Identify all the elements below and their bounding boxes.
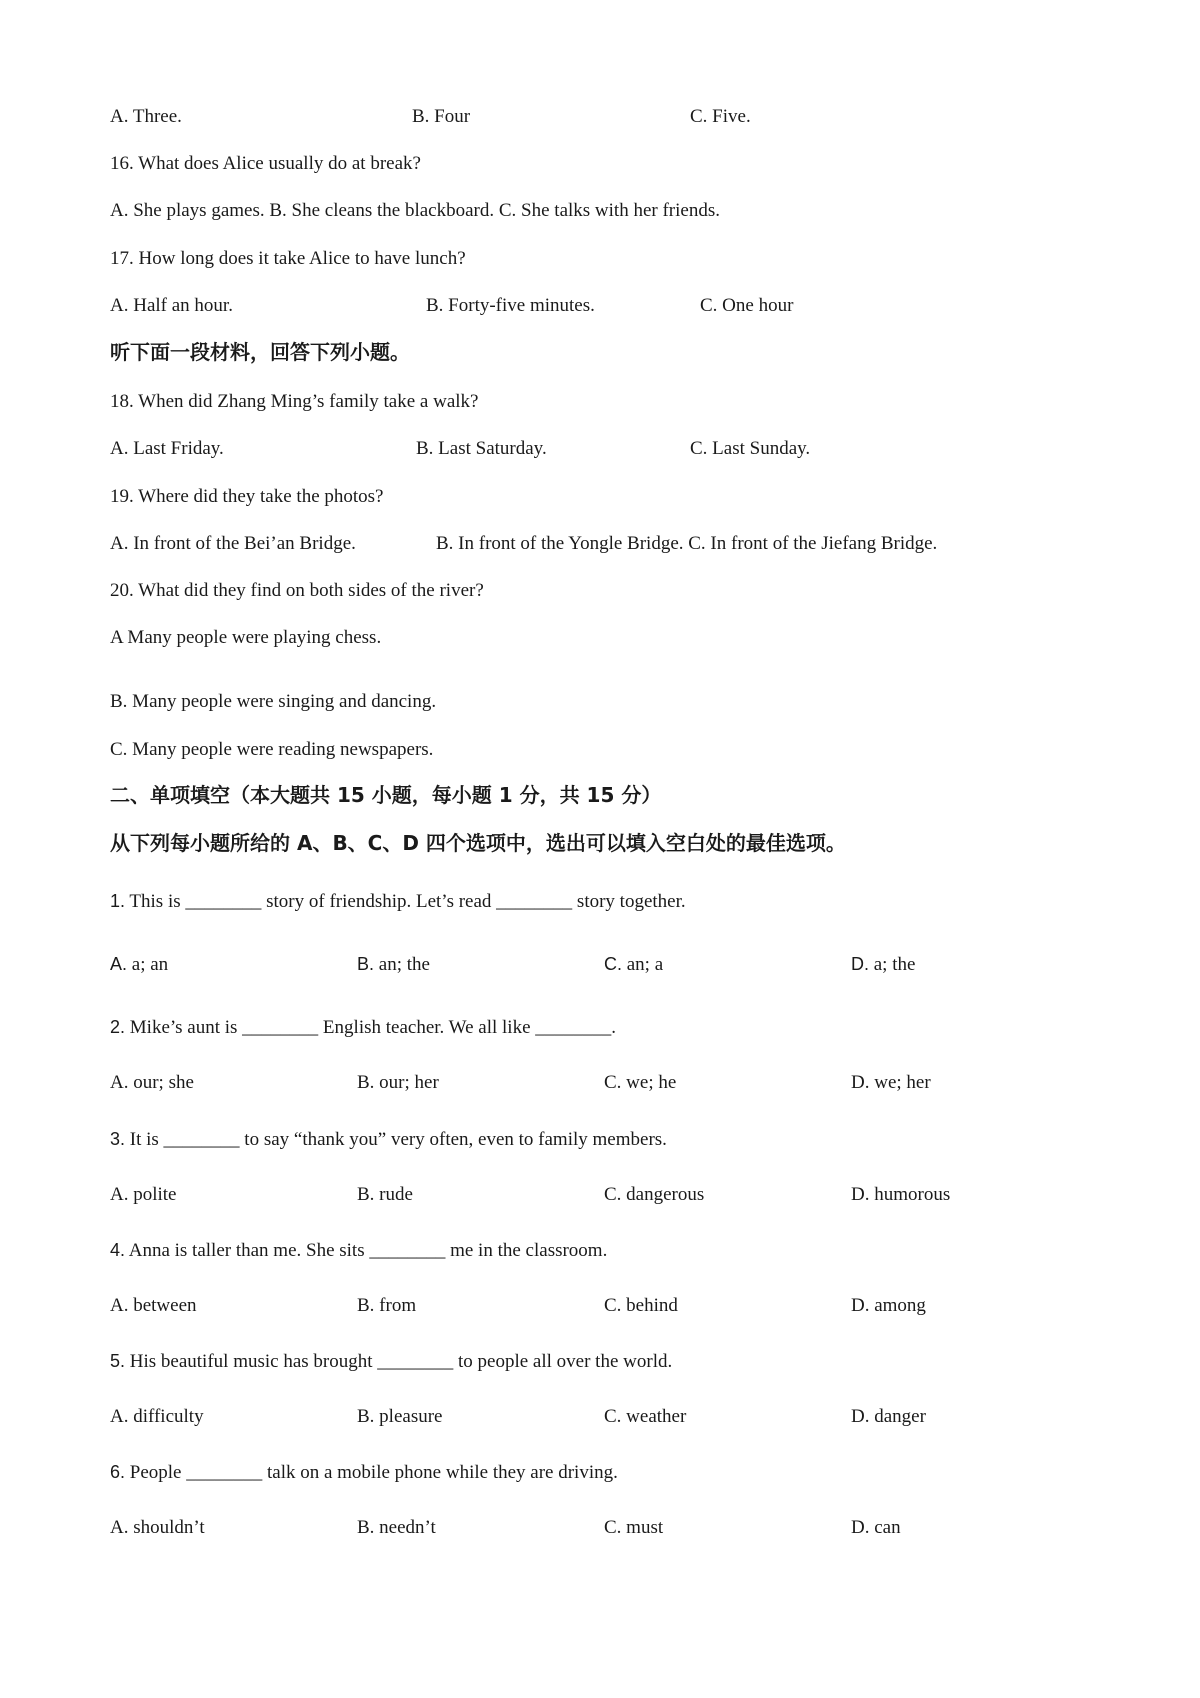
q20-option-c: C. Many people were reading newspapers.	[110, 739, 434, 760]
mcq1-option-b	[357, 951, 430, 978]
q17-option-a: A. Half an hour.	[110, 295, 233, 316]
mcq4-option-a: A. between	[110, 1295, 197, 1316]
q18-question: 18. When did Zhang Ming’s family take a walk?	[110, 391, 479, 412]
mcq4-option-d: D. among	[851, 1295, 926, 1316]
mcq4-option-b: B. from	[357, 1295, 417, 1316]
q20-question: 20. What did they find on both sides of the river?	[110, 580, 484, 601]
mcq1-option-c-text: an; a	[622, 954, 664, 975]
mcq5-number: 5.	[110, 1351, 126, 1371]
mcq6-option-b: B. needn’t	[357, 1517, 436, 1538]
q16-options: A. She plays games. B. She cleans the blackboard. C. She talks with her friends.	[110, 200, 720, 221]
mcq1-option-d	[851, 951, 915, 978]
mcq4-option-c: C. behind	[604, 1295, 678, 1316]
mcq3-option-b: B. rude	[357, 1184, 413, 1205]
mcq6-question	[110, 1459, 618, 1486]
part2-title: 二、单项填空（本大题共 15 小题，每小题 1 分，共 15 分）	[110, 783, 662, 807]
mcq5-question	[110, 1348, 672, 1375]
mcq6-option-c: C. must	[604, 1517, 664, 1538]
q20-option-b: B. Many people were singing and dancing.	[110, 691, 437, 712]
q20-option-a: A Many people were playing chess.	[110, 627, 382, 648]
q19-question: 19. Where did they take the photos?	[110, 486, 384, 507]
q15-option-c: C. Five.	[690, 106, 751, 127]
mcq1-option-a-text: a; an	[127, 954, 169, 975]
mcq5-option-d: D. danger	[851, 1406, 926, 1427]
q17-option-b: B. Forty-five minutes.	[426, 295, 595, 316]
mcq5-option-c: C. weather	[604, 1406, 687, 1427]
mcq2-option-c: C. we; he	[604, 1072, 677, 1093]
mcq2-number: 2.	[110, 1017, 126, 1037]
mcq2-option-a: A. our; she	[110, 1072, 194, 1093]
mcq3-option-d: D. humorous	[851, 1184, 951, 1205]
q15-option-b: B. Four	[412, 106, 471, 127]
q18-option-a: A. Last Friday.	[110, 438, 224, 459]
mcq4-question	[110, 1237, 607, 1264]
mcq5-text: His beautiful music has brought ________ to people all over the world.	[125, 1351, 673, 1372]
mcq1-option-d-text: a; the	[869, 954, 916, 975]
mcq3-number: 3.	[110, 1129, 126, 1149]
mcq2-option-b: B. our; her	[357, 1072, 439, 1093]
mcq1-text: This is ________ story of friendship. Let’s read ________ story together.	[125, 891, 686, 912]
mcq5-option-b: B. pleasure	[357, 1406, 443, 1427]
mcq1-option-b-text: an; the	[374, 954, 430, 975]
q19-option-a: A. In front of the Bei’an Bridge.	[110, 533, 356, 554]
mcq1-option-a	[110, 951, 168, 978]
mcq3-question	[110, 1126, 667, 1153]
mcq1-letter-a: A.	[110, 954, 128, 974]
mcq2-question	[110, 1014, 616, 1041]
mcq4-number: 4.	[110, 1240, 126, 1260]
q18-option-b: B. Last Saturday.	[416, 438, 547, 459]
mcq2-option-d: D. we; her	[851, 1072, 931, 1093]
mcq6-option-d: D. can	[851, 1517, 901, 1538]
mcq1-letter-b: B.	[357, 954, 375, 974]
mcq4-text: Anna is taller than me. She sits ________ me in the classroom.	[125, 1240, 608, 1261]
q15-option-a: A. Three.	[110, 106, 182, 127]
mcq1-question	[110, 888, 686, 915]
q17-question: 17. How long does it take Alice to have lunch?	[110, 248, 466, 269]
q18-option-c: C. Last Sunday.	[690, 438, 811, 459]
mcq1-letter-c: C.	[604, 954, 622, 974]
mcq1-number: 1.	[110, 891, 126, 911]
mcq3-text: It is ________ to say “thank you” very often, even to family members.	[125, 1129, 667, 1150]
part2-instruction: 从下列每小题所给的 A、B、C、D 四个选项中，选出可以填入空白处的最佳选项。	[110, 831, 846, 855]
mcq6-number: 6.	[110, 1462, 126, 1482]
mcq6-text: People ________ talk on a mobile phone while they are driving.	[125, 1462, 618, 1483]
q19-option-bc: B. In front of the Yongle Bridge. C. In front of the Jiefang Bridge.	[436, 533, 938, 554]
mcq1-option-c	[604, 951, 663, 978]
q17-option-c: C. One hour	[700, 295, 794, 316]
mcq2-text: Mike’s aunt is ________ English teacher. We all like ________.	[125, 1017, 617, 1038]
mcq1-letter-d: D.	[851, 954, 869, 974]
mcq3-option-c: C. dangerous	[604, 1184, 705, 1205]
mcq3-option-a: A. polite	[110, 1184, 177, 1205]
mcq5-option-a: A. difficulty	[110, 1406, 204, 1427]
mcq6-option-a: A. shouldn’t	[110, 1517, 205, 1538]
q16-question: 16. What does Alice usually do at break?	[110, 153, 421, 174]
section-instruction: 听下面一段材料，回答下列小题。	[110, 340, 410, 364]
